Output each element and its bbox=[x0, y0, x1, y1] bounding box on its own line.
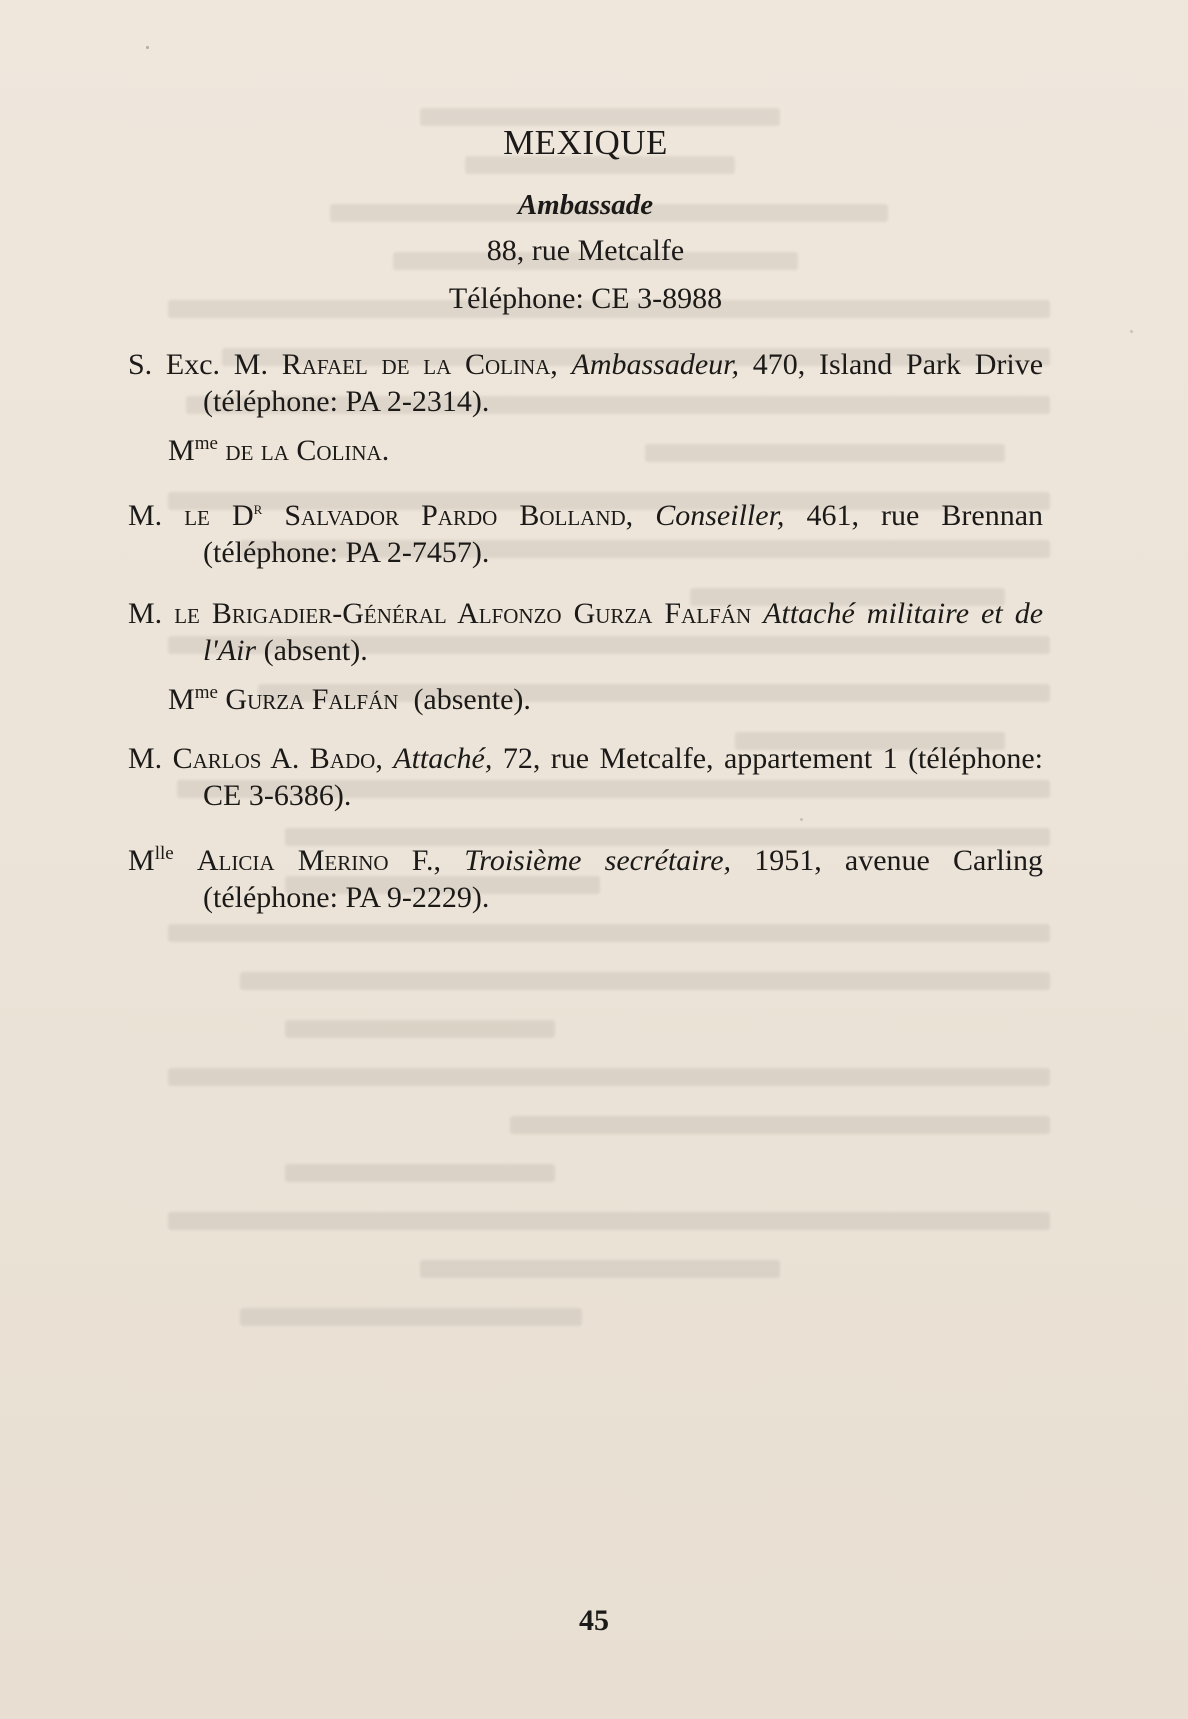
spouse-details: (absente). bbox=[413, 683, 531, 716]
entry-name: Alicia Merino F., bbox=[196, 844, 442, 877]
spouse-title-sup: me bbox=[194, 433, 218, 454]
entry-prefix: M. le D bbox=[128, 499, 254, 532]
entry-role: Conseiller, bbox=[655, 499, 785, 532]
entry-role: Attaché militaire et de l'Air bbox=[203, 597, 1044, 667]
spouse-title: M bbox=[168, 683, 195, 716]
spouse-title-sup: me bbox=[194, 682, 218, 703]
main-content bbox=[128, 118, 1043, 916]
entry-details: 470, Island Park Drive (téléphone: PA 2-2314). bbox=[203, 348, 1044, 418]
paper-speck bbox=[146, 46, 149, 49]
entry-prefix: M. bbox=[128, 742, 163, 775]
spouse-title: M bbox=[168, 434, 195, 467]
paper-speck bbox=[800, 818, 803, 821]
entry-prefix-sup: r bbox=[253, 498, 263, 519]
staff-entry-ambassador bbox=[128, 346, 1043, 420]
entry-prefix: S. Exc. M. bbox=[128, 348, 268, 381]
mission-type: Ambassade bbox=[517, 189, 654, 221]
entry-details: 1951, avenue Carling (téléphone: PA 9-2229). bbox=[203, 844, 1044, 914]
staff-list bbox=[128, 346, 1043, 916]
entry-prefix: M. le bbox=[128, 597, 200, 630]
staff-entry-counsellor bbox=[128, 497, 1043, 571]
staff-entry-military-attache bbox=[128, 595, 1043, 669]
staff-entry-attache bbox=[128, 740, 1043, 814]
entry-name: Salvador Pardo Bolland, bbox=[284, 499, 634, 532]
entry-name: Carlos A. Bado, bbox=[172, 742, 383, 775]
entry-name: Rafael de la Colina, bbox=[281, 348, 558, 381]
entry-details: (absent). bbox=[263, 634, 368, 667]
entry-details: 72, rue Metcalfe, appartement 1 (téléphone: CE 3-6386). bbox=[203, 742, 1044, 812]
entry-prefix-sup: lle bbox=[154, 843, 174, 864]
entry-role: Attaché, bbox=[393, 742, 493, 775]
entry-prefix: M bbox=[128, 844, 155, 877]
country-heading: MEXIQUE bbox=[503, 123, 668, 162]
paper-speck bbox=[1130, 330, 1133, 333]
staff-entry-third-secretary bbox=[128, 842, 1043, 916]
entry-role: Troisième secrétaire, bbox=[464, 844, 732, 877]
page-number: 45 bbox=[579, 1604, 609, 1637]
entry-role: Ambassadeur, bbox=[571, 348, 740, 381]
spouse-entry-ambassador bbox=[128, 432, 1043, 469]
spouse-entry-military-attache bbox=[128, 681, 1043, 718]
spouse-name: de la Colina. bbox=[225, 434, 390, 467]
entry-name: Brigadier-Général Alfonzo Gurza Falfán bbox=[211, 597, 752, 630]
entry-details: 461, rue Brennan (téléphone: PA 2-7457). bbox=[203, 499, 1044, 569]
spouse-name: Gurza Falfán bbox=[225, 683, 399, 716]
mission-phone: Téléphone: CE 3-8988 bbox=[448, 282, 723, 315]
mission-address: 88, rue Metcalfe bbox=[486, 234, 685, 267]
